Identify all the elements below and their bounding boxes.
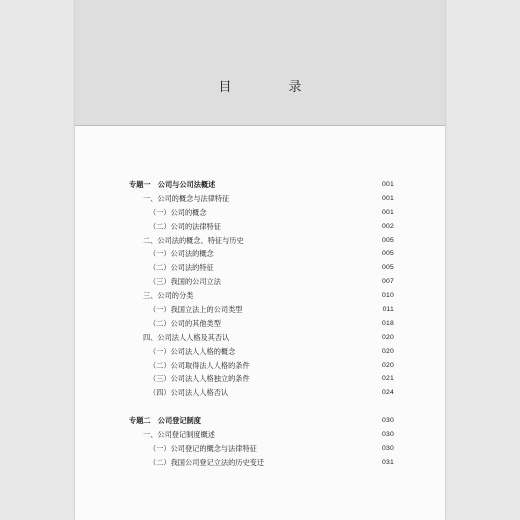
toc-subsection-row [129,261,394,275]
toc-subsection-row [129,247,394,261]
toc-subsection-row [129,220,394,234]
toc-page-number: 002 [382,222,394,230]
toc-page-number: 005 [382,236,394,244]
toc-entry-label: 四、公司法人人格及其否认 [143,332,230,342]
toc-entry-label: 三、公司的分类 [143,291,194,301]
toc-subsection-row [129,372,394,386]
toc-page-number: 001 [382,194,394,202]
toc-section-row [129,234,394,248]
toc-entry-label: （二）公司的法律特征 [149,221,221,231]
header-divider [75,125,445,126]
toc-page-number: 001 [382,181,394,188]
toc-subsection-row [129,386,394,400]
toc-page-number: 021 [382,375,394,383]
toc-page-number: 020 [382,333,394,341]
toc-entry-label: （三）我国的公司立法 [149,277,221,287]
toc-subsection-row [129,303,394,317]
toc-subsection-row [129,317,394,331]
toc-page-number: 010 [382,292,394,300]
table-of-contents [129,178,394,470]
toc-entry-label: 一、公司的概念与法律特征 [143,193,230,203]
toc-entry-label: 一、公司登记制度概述 [143,430,215,440]
toc-page-number: 007 [382,278,394,286]
toc-section-gap [129,400,394,414]
toc-entry-label: （一）公司的概念 [149,207,207,217]
book-page [75,0,445,520]
toc-entry-label: 专题一 公司与公司法概述 [129,180,216,189]
toc-page-number: 011 [382,306,394,314]
header-band [75,0,445,125]
toc-subsection-row [129,442,394,456]
toc-page-number: 001 [382,208,394,216]
toc-entry-label: （四）公司法人人格否认 [149,388,229,398]
toc-subsection-row [129,275,394,289]
toc-section-row [129,289,394,303]
toc-page-number: 030 [382,445,394,453]
toc-subsection-row [129,359,394,373]
toc-entry-label: （二）公司法的特征 [149,263,214,273]
toc-page-number: 024 [382,389,394,397]
toc-entry-label: （二）我国公司登记立法的历史变迁 [149,457,265,467]
toc-entry-label: 专题二 公司登记制度 [129,416,201,426]
toc-subsection-row [129,206,394,220]
toc-chapter-row [129,414,394,428]
toc-page-number: 020 [382,361,394,369]
toc-page-number: 030 [382,417,394,425]
toc-entry-label: （一）我国立法上的公司类型 [149,305,243,315]
toc-entry-label: （一）公司法的概念 [149,249,214,259]
toc-page-number: 030 [382,431,394,439]
toc-entry-label: （一）公司登记的概念与法律特征 [149,444,257,454]
toc-section-row [129,331,394,345]
toc-section-row [129,192,394,206]
toc-section-row [129,428,394,442]
toc-page-number: 005 [382,264,394,272]
page-title: 目 录 [218,80,324,95]
toc-page-number: 020 [382,347,394,355]
toc-subsection-row [129,456,394,470]
toc-page-number: 005 [382,250,394,258]
toc-entry-label: 二、公司法的概念、特征与历史 [143,235,244,245]
toc-page-number: 031 [382,458,394,466]
toc-entry-label: （一）公司法人人格的概念 [149,346,236,356]
toc-entry-label: （三）公司法人人格独立的条件 [149,374,250,384]
toc-entry-label: （二）公司的其他类型 [149,318,221,328]
toc-subsection-row [129,345,394,359]
toc-chapter-row [129,178,394,192]
toc-page-number: 018 [382,319,394,327]
toc-entry-label: （二）公司取得法人人格的条件 [149,360,250,370]
